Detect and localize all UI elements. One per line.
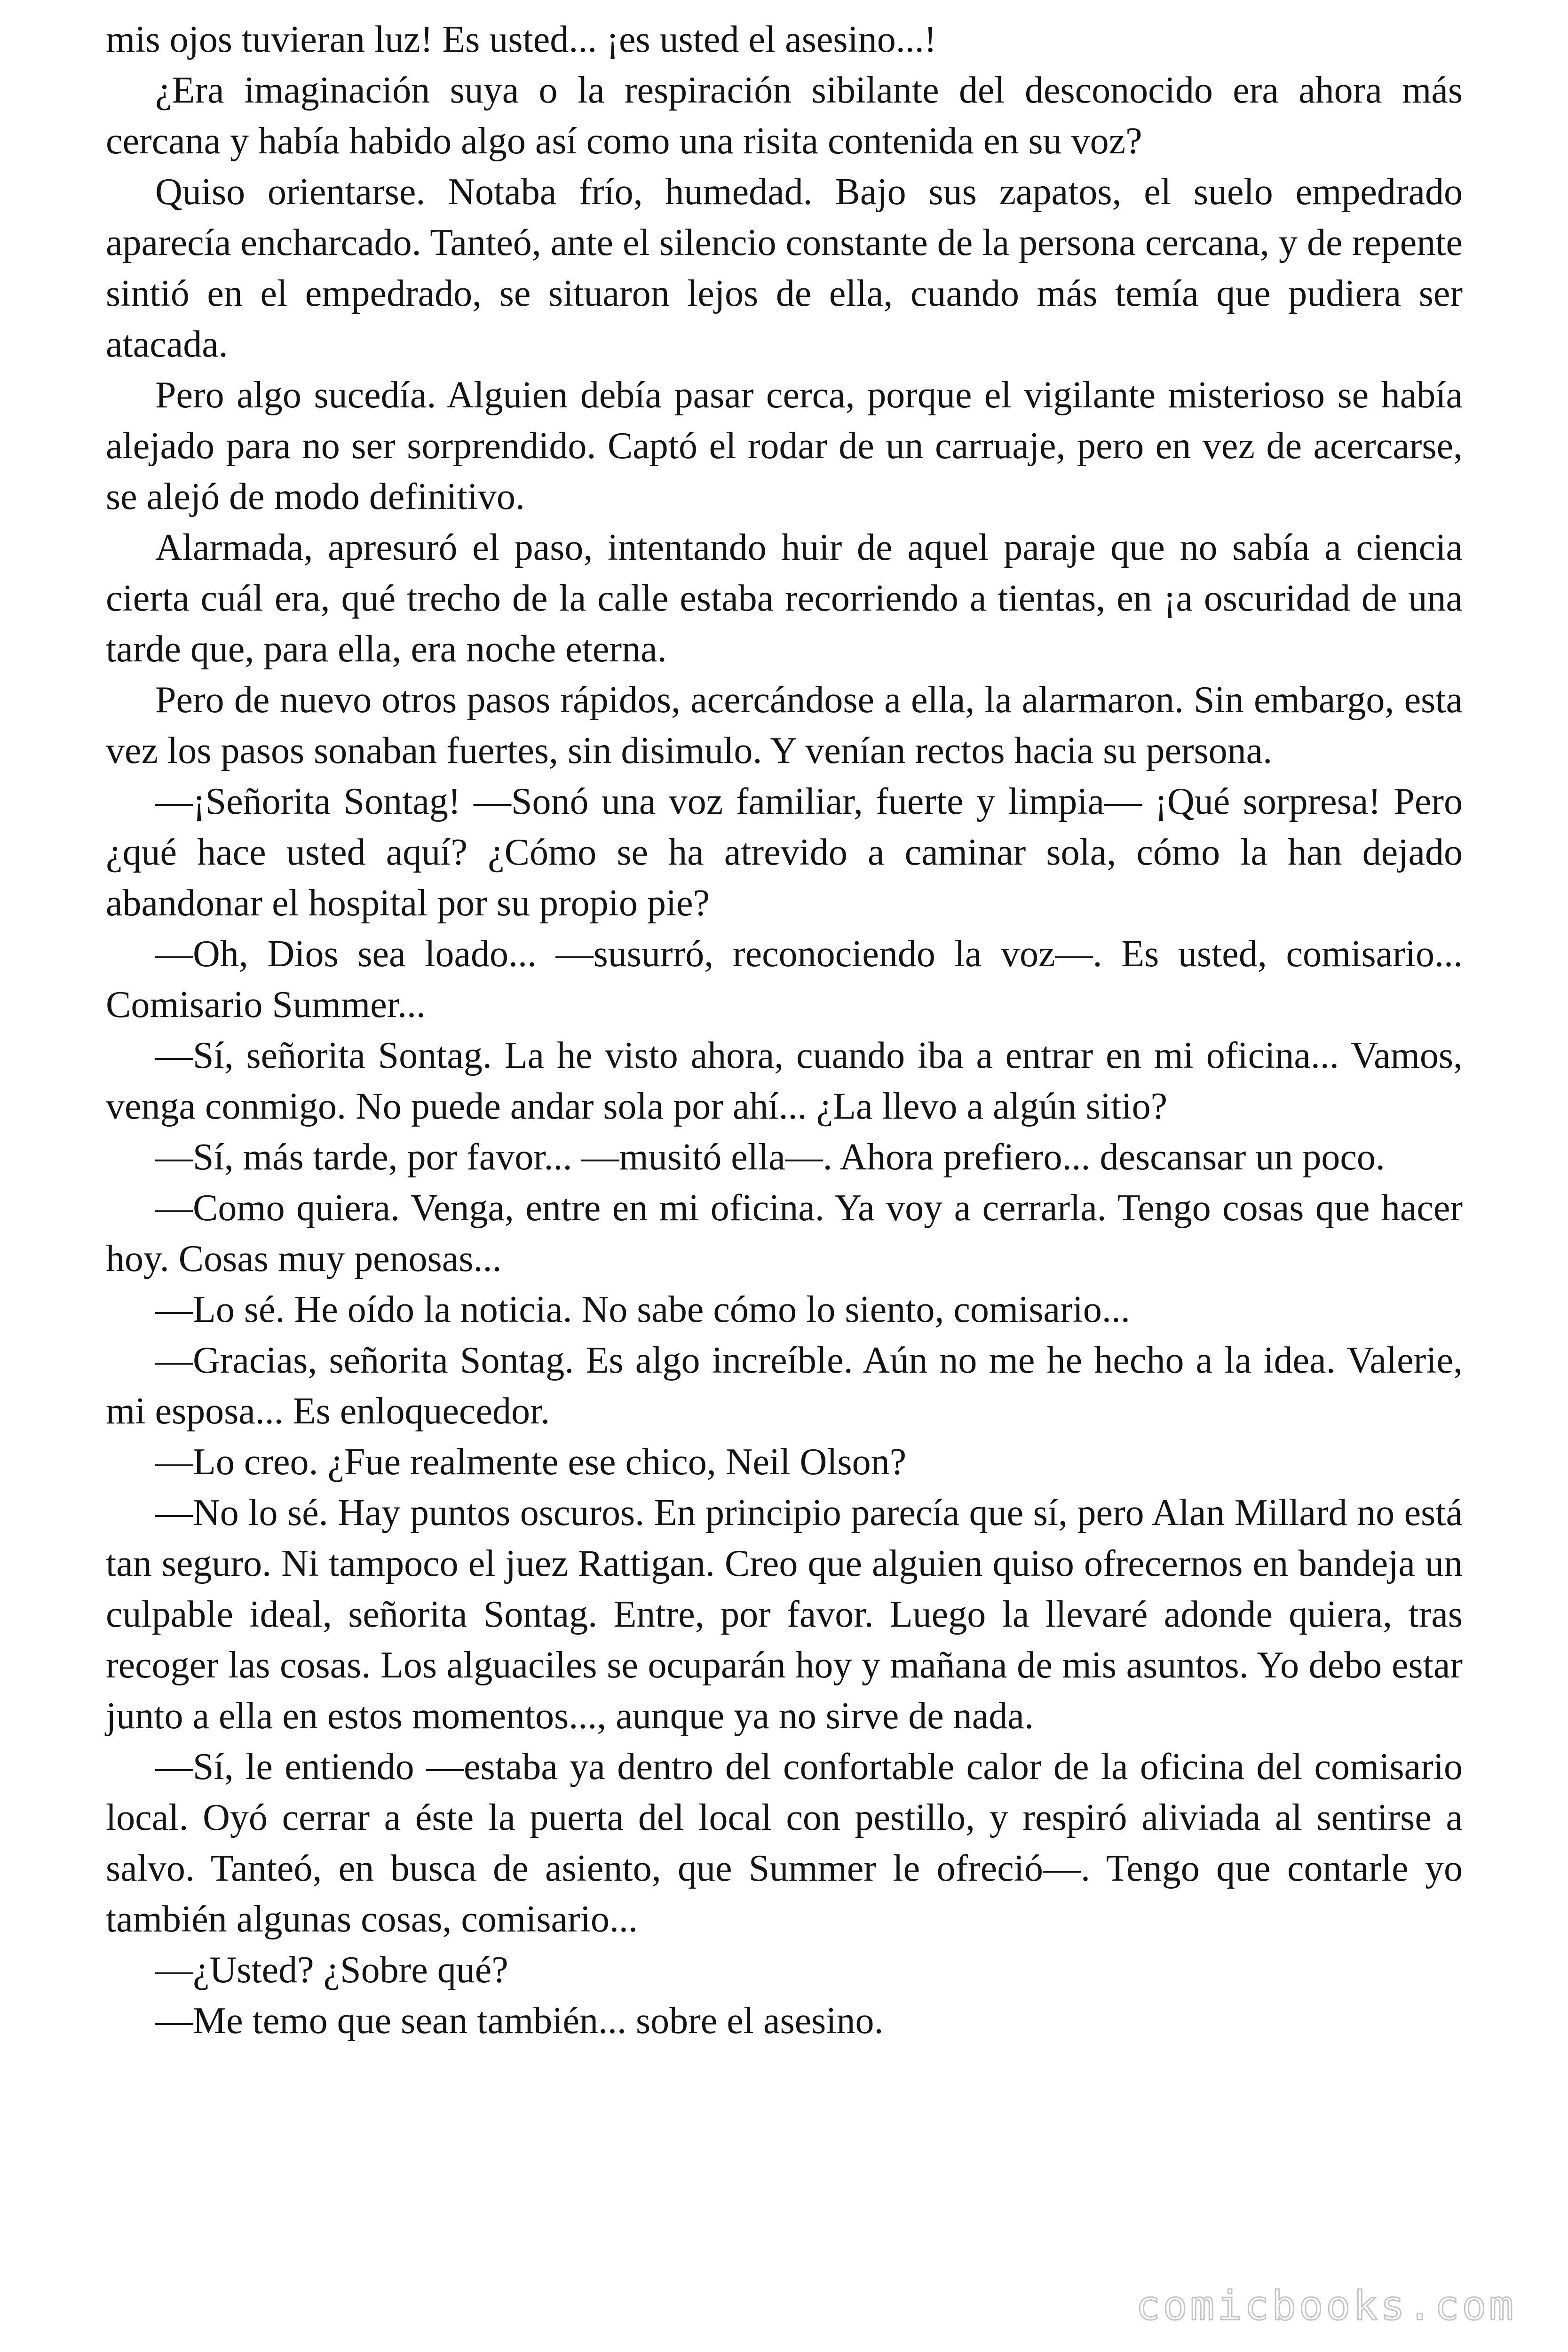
- paragraph: mis ojos tuvieran luz! Es usted... ¡es usted el asesino...!: [106, 19, 937, 60]
- paragraph: —Sí, le entiendo —estaba ya dentro del confortable calor de la oficina del comisario local. Oyó cerrar a éste la puerta del local con pestillo, y respiró aliviada al sentirse a salvo. Tanteó, en busca de asiento, que Summer le ofreció—. Tengo que contarle yo también algunas cosas, comisario...: [106, 1746, 1463, 1940]
- paragraph: —No lo sé. Hay puntos oscuros. En principio parecía que sí, pero Alan Millard no está tan seguro. Ni tampoco el juez Rattigan. Creo que alguien quiso ofrecernos en bandeja un culpable ideal, señorita Sontag. Entre, por favor. Luego la llevaré adonde quiera, tras recoger las cosas. Los alguaciles se ocuparán hoy y mañana de mis asuntos. Yo debo estar junto a ella en estos momentos..., aunque ya no sirve de nada.: [106, 1492, 1463, 1737]
- paragraph: —Gracias, señorita Sontag. Es algo increíble. Aún no me he hecho a la idea. Valerie, mi esposa... Es enloquecedor.: [106, 1340, 1463, 1432]
- body-text: [106, 14, 1463, 2046]
- paragraph: Quiso orientarse. Notaba frío, humedad. Bajo sus zapatos, el suelo empedrado aparecía encharcado. Tanteó, ante el silencio constante de la persona cercana, y de repente sintió en el empedrado, se situaron lejos de ella, cuando más temía que pudiera ser atacada.: [106, 171, 1463, 365]
- paragraph: —Lo creo. ¿Fue realmente ese chico, Neil Olson?: [155, 1441, 907, 1483]
- paragraph: —Oh, Dios sea loado... —susurró, reconociendo la voz—. Es usted, comisario... Comisario Summer...: [106, 933, 1463, 1025]
- paragraph: Pero de nuevo otros pasos rápidos, acercándose a ella, la alarmaron. Sin embargo, esta vez los pasos sonaban fuertes, sin disimulo. Y venían rectos hacia su persona.: [106, 679, 1463, 771]
- watermark: comicbooks.com: [1136, 2282, 1516, 2329]
- paragraph: ¿Era imaginación suya o la respiración sibilante del desconocido era ahora más cercana y había habido algo así como una risita contenida en su voz?: [106, 70, 1463, 162]
- paragraph: —Me temo que sean también... sobre el asesino.: [155, 2000, 884, 2042]
- paragraph: Pero algo sucedía. Alguien debía pasar cerca, porque el vigilante misterioso se había alejado para no ser sorprendido. Captó el rodar de un carruaje, pero en vez de acercarse, se alejó de modo definitivo.: [106, 374, 1463, 517]
- paragraph: —Sí, señorita Sontag. La he visto ahora, cuando iba a entrar en mi oficina... Vamos, venga conmigo. No puede andar sola por ahí... ¿La llevo a algún sitio?: [106, 1035, 1463, 1127]
- paragraph: —Sí, más tarde, por favor... —musitó ella—. Ahora prefiero... descansar un poco.: [155, 1136, 1385, 1178]
- paragraph: —¡Señorita Sontag! —Sonó una voz familiar, fuerte y limpia— ¡Qué sorpresa! Pero ¿qué hace usted aquí? ¿Cómo se ha atrevido a caminar sola, cómo la han dejado abandonar el hospital por su propio pie?: [106, 781, 1463, 924]
- paragraph: —¿Usted? ¿Sobre qué?: [155, 1949, 508, 1991]
- paragraph: —Como quiera. Venga, entre en mi oficina. Ya voy a cerrarla. Tengo cosas que hacer hoy. Cosas muy penosas...: [106, 1187, 1463, 1279]
- paragraph: —Lo sé. He oído la noticia. No sabe cómo lo siento, comisario...: [155, 1289, 1130, 1330]
- paragraph: Alarmada, apresuró el paso, intentando huir de aquel paraje que no sabía a ciencia cierta cuál era, qué trecho de la calle estaba recorriendo a tientas, en ¡a oscuridad de una tarde que, para ella, era noche eterna.: [106, 527, 1463, 670]
